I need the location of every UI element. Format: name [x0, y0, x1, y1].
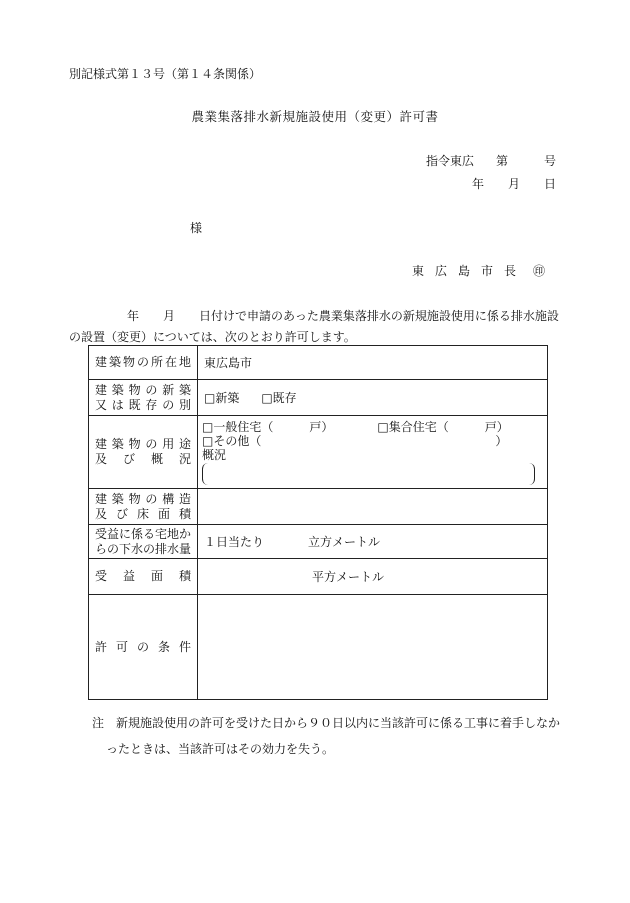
addressee-sama: 様	[190, 221, 203, 235]
usage-label-2: 及び概況	[95, 452, 191, 466]
table-row	[89, 416, 548, 489]
conditions-label: 許可の条件	[95, 639, 191, 654]
collective-house-unit: 戸）	[484, 420, 509, 434]
structure-label-cell	[89, 489, 198, 525]
option-new: □新築	[204, 391, 240, 405]
permit-number-prefix: 指令東広	[425, 154, 474, 168]
body-line-1: 年 月 日付けで申請のあった農業集落排水の新規施設使用に係る排水施設	[127, 309, 559, 323]
note-text	[92, 710, 592, 762]
table-row	[89, 595, 548, 700]
conditions-label-cell	[89, 595, 198, 700]
document-title: 農業集落排水新規施設使用（変更）許可書	[191, 109, 439, 124]
location-label-cell	[89, 346, 198, 380]
usage-label-1: 建築物の用途	[95, 437, 191, 451]
body-line-2: の設置（変更）については、次のとおり許可します。	[69, 330, 356, 344]
date-year: 年	[471, 177, 484, 191]
date-month: 月	[507, 177, 520, 191]
option-collective-house: □集合住宅（	[377, 420, 449, 434]
table-row	[89, 489, 548, 525]
new-existing-label-2: 又は既存の別	[95, 397, 191, 412]
note-line-2: ったときは、当該許可はその効力を失う。	[106, 742, 335, 756]
structure-label-1: 建築物の構造	[95, 491, 191, 506]
discharge-label-1: 受益に係る宅地か	[95, 526, 192, 541]
location-label: 建築物の所在地	[95, 355, 191, 369]
conditions-value-cell	[198, 595, 548, 700]
option-general-house: □一般住宅（	[202, 420, 274, 434]
permit-number-go: 号	[543, 154, 556, 168]
body-text	[69, 306, 579, 348]
structure-value-cell	[198, 489, 548, 525]
usage-label-cell	[89, 416, 198, 489]
table-row	[89, 380, 548, 416]
general-house-unit: 戸）	[309, 420, 334, 434]
form-number: 別記様式第１３号（第１４条関係）	[69, 67, 262, 81]
permit-detail-table	[88, 345, 548, 700]
discharge-per-day: １日当たり	[204, 535, 265, 549]
permit-number-line	[426, 155, 556, 167]
issuer-mayor: 東広島市長	[411, 264, 527, 278]
structure-label-2: 及び床面積	[95, 506, 191, 521]
note-line-1: 注 新規施設使用の許可を受けた日から９０日以内に当該許可に係る工事に着手しなか	[92, 716, 561, 730]
seal-mark: ㊞	[532, 264, 556, 278]
table-row	[89, 559, 548, 595]
discharge-label-cell	[89, 525, 198, 559]
area-label-cell	[89, 559, 198, 595]
issue-date-line	[472, 178, 556, 190]
discharge-unit: 立方メートル	[308, 535, 381, 549]
date-day: 日	[543, 177, 556, 191]
location-value-cell	[198, 346, 548, 380]
area-value-cell	[198, 559, 548, 595]
option-existing: □既存	[261, 391, 297, 405]
table-row	[89, 525, 548, 559]
option-other: □その他（	[202, 434, 262, 448]
location-value: 東広島市	[204, 356, 253, 370]
table-row	[89, 346, 548, 380]
discharge-label-2: らの下水の排水量	[95, 541, 192, 556]
new-existing-label-cell	[89, 380, 198, 416]
discharge-value-cell	[198, 525, 548, 559]
issuer-line	[412, 265, 556, 277]
usage-value-cell	[198, 416, 548, 489]
area-unit: 平方メートル	[312, 570, 385, 584]
usage-overview-label: 概況	[202, 448, 227, 462]
new-existing-value-cell	[198, 380, 548, 416]
permit-number-dai: 第	[495, 154, 508, 168]
overview-bracket	[202, 463, 535, 485]
usage-block	[198, 416, 547, 488]
area-label: 受益面積	[95, 569, 191, 583]
option-other-close: ）	[495, 434, 508, 448]
usage-line-2	[202, 432, 507, 449]
new-existing-label-1: 建築物の新築	[95, 382, 191, 397]
